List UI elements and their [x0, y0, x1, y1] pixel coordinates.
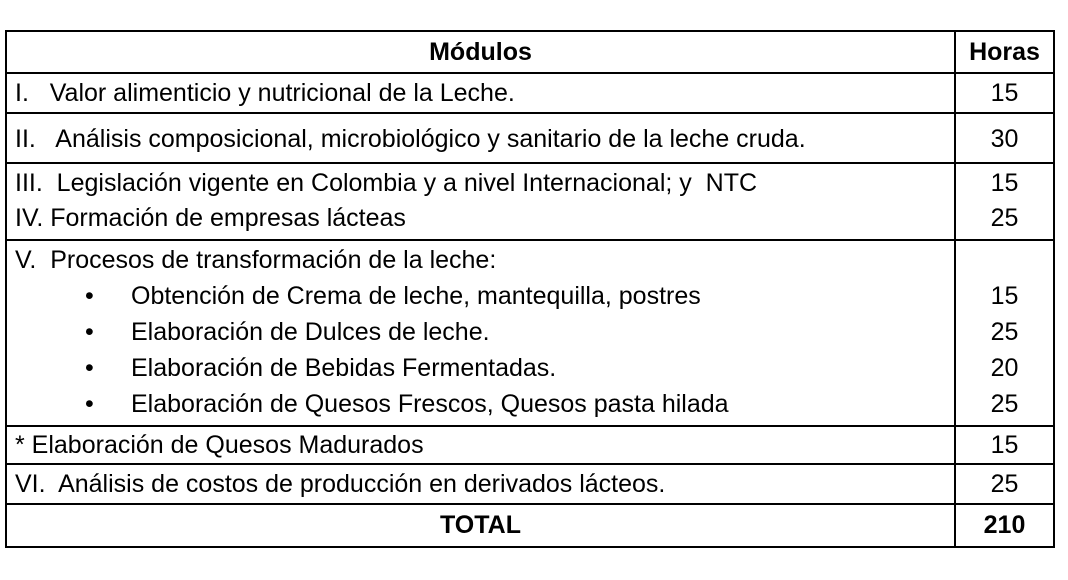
total-hours-cell: [956, 505, 1053, 546]
module-text: I. Valor alimenticio y nutricional de la Leche.: [15, 79, 515, 107]
list-item-text: Obtención de Crema de leche, mantequilla, postres: [131, 282, 701, 310]
bullet-icon: •: [85, 354, 94, 382]
total-label-cell: [7, 505, 956, 546]
module-text: V. Procesos de transformación de la leche:: [15, 246, 497, 274]
hours-value: 25: [990, 470, 1019, 498]
module-cell: [7, 241, 956, 425]
hours-cell: [956, 465, 1053, 503]
table-total-row: [7, 503, 1053, 546]
table-row: [7, 72, 1053, 112]
list-item-text: Elaboración de Bebidas Fermentadas.: [131, 354, 557, 382]
hours-value: 25: [990, 318, 1019, 346]
module-text: IV. Formación de empresas lácteas: [15, 204, 406, 232]
list-item-text: Elaboración de Quesos Frescos, Quesos pasta hilada: [131, 390, 729, 418]
table-row: [7, 425, 1053, 463]
bullet-icon: •: [85, 390, 94, 418]
hours-cell: [956, 164, 1053, 239]
hours-value: 30: [990, 125, 1019, 153]
hours-value: 20: [990, 354, 1019, 382]
module-cell: [7, 164, 956, 239]
table-row-group: [7, 239, 1053, 425]
module-text: * Elaboración de Quesos Madurados: [15, 431, 424, 459]
table-row-group: [7, 162, 1053, 239]
hours-value: 15: [990, 431, 1019, 459]
module-text: III. Legislación vigente en Colombia y a nivel Internacional; y NTC: [15, 169, 758, 197]
table-header-row: [7, 32, 1053, 72]
total-label: TOTAL: [439, 511, 521, 539]
bullet-icon: •: [85, 318, 94, 346]
list-item-text: Elaboración de Dulces de leche.: [131, 318, 490, 346]
hours-cell: [956, 427, 1053, 463]
hours-value: 25: [990, 204, 1019, 232]
table-row: [7, 463, 1053, 503]
hours-value: 25: [990, 390, 1019, 418]
hours-value: 15: [990, 169, 1019, 197]
header-modules-cell: [7, 32, 956, 72]
module-text: II. Análisis composicional, microbiológico y sanitario de la leche cruda.: [15, 125, 806, 153]
hours-cell: [956, 74, 1053, 112]
header-hours-label: Horas: [969, 38, 1040, 66]
hours-cell: [956, 241, 1053, 425]
bullet-icon: •: [85, 282, 94, 310]
total-hours-value: 210: [983, 511, 1026, 539]
modules-table: [5, 30, 1055, 548]
hours-value: 15: [990, 282, 1019, 310]
module-cell: [7, 427, 956, 463]
header-modules-label: Módulos: [429, 38, 532, 66]
module-text: VI. Análisis de costos de producción en derivados lácteos.: [15, 470, 666, 498]
hours-value: 15: [990, 79, 1019, 107]
module-cell: [7, 74, 956, 112]
header-hours-cell: [956, 32, 1053, 72]
module-cell: [7, 465, 956, 503]
